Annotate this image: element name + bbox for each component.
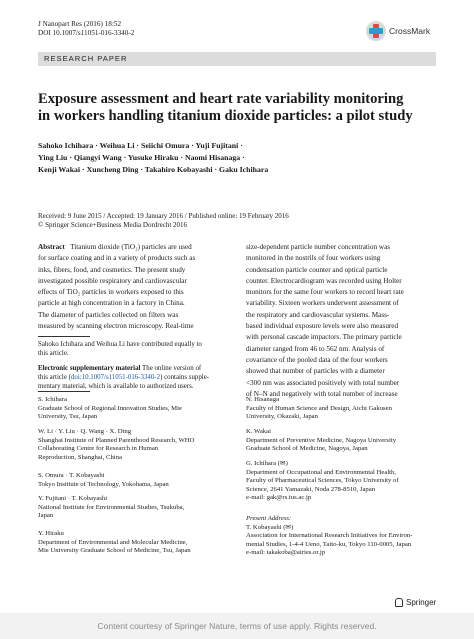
doi-link[interactable]: doi:10.1007/s11051-016-3340-2 xyxy=(70,374,161,381)
note-line: Sahoko Ichihara and Weihua Li have contributed equally to xyxy=(38,341,202,348)
courtesy-footer xyxy=(0,613,474,639)
publisher-logo xyxy=(395,598,436,607)
affiliation-names: Y. Hiraku xyxy=(38,530,64,537)
doi-line: DOI 10.1007/s11051-016-3340-2 xyxy=(38,29,135,37)
abstract-line: measured by scanning electron microscopy. Real-time xyxy=(38,322,194,331)
author-line: Ying Liu · Qiangyi Wang · Yusuke Hiraku · Naomi Hisanaga · xyxy=(38,153,245,162)
abstract-line: covariance of the pooled data of the four workers xyxy=(246,355,388,364)
abstract-line xyxy=(38,242,230,253)
affiliation-block xyxy=(246,460,446,503)
abstract-line: of N–N and negatively with total number of increase xyxy=(246,389,398,398)
esm-line xyxy=(38,373,230,382)
title-line: Exposure assessment and heart rate variability monitoring xyxy=(38,91,404,107)
abstract-line: size-dependent particle number concentration was xyxy=(246,243,391,251)
abstract-line: particle at high concentration in a factory in China. xyxy=(38,299,185,308)
affiliation-line: Association for International Research Initiatives for Environ- xyxy=(246,532,413,539)
crossmark-button[interactable] xyxy=(366,21,430,41)
affiliation-block xyxy=(38,530,238,556)
affiliation-line: Shanghai Institute of Planned Parenthood Research, WHO xyxy=(38,436,195,444)
affiliation-line: Collaborating Centre for Research in Human xyxy=(38,445,159,452)
affiliation-block xyxy=(246,428,446,454)
abstract-line: counter. Electrocardiogram was recorded using Holter xyxy=(246,276,402,285)
affiliation-line: University, Okazaki, Japan xyxy=(246,413,318,420)
abstract-line: <300 nm was associated positively with total number xyxy=(246,378,400,387)
affiliation-names: S. Ichihara xyxy=(38,396,67,403)
publisher-name: Springer xyxy=(406,598,437,607)
abstract-line: for surface coating and in a variety of products such as xyxy=(38,254,196,263)
affiliation-line: Department of Preventive Medicine, Nagoya University xyxy=(246,436,397,444)
crossmark-label: CrossMark xyxy=(389,26,431,36)
esm-line xyxy=(38,364,230,373)
affiliation-names: Y. Fujitani · T. Kobayashi xyxy=(38,495,108,502)
abstract-line: based individual exposure levels were also measured xyxy=(246,322,399,331)
affiliation-line: Graduate School of Regional Innovation Studies, Mie xyxy=(38,404,182,412)
abstract-line: showed that number of particles with a diameter xyxy=(246,367,385,376)
author-line: Sahoko Ichihara · Weihua Li · Seiichi Omura · Yuji Fujitani · xyxy=(38,141,243,150)
affiliation-line: University, Tsu, Japan xyxy=(38,413,98,420)
affiliation-names: G. Ichihara (✉) xyxy=(246,460,288,467)
present-address-block xyxy=(246,515,446,558)
affiliation-line: Faculty of Human Science and Design, Aichi Gakusen xyxy=(246,404,392,412)
affiliation-block xyxy=(38,495,238,521)
affiliation-line: Tokyo Institute of Technology, Yokohama, Japan xyxy=(38,480,169,488)
esm-text: The online version of xyxy=(140,365,202,372)
abstract-text: Titanium dioxide (TiO₂) particles are used xyxy=(70,243,192,251)
footnote-divider xyxy=(38,336,90,337)
affiliation-names: N. Hisanaga xyxy=(246,396,280,403)
affiliation-line: Reproduction, Shanghai, China xyxy=(38,453,122,461)
affiliation-names: S. Omura · T. Kobayashi xyxy=(38,472,105,479)
journal-issue: J Nanopart Res (2016) 18:52 xyxy=(38,20,122,28)
abstract-line: The diameter of particles collected on filters was xyxy=(38,310,179,319)
present-address-label: Present Address: xyxy=(246,515,292,522)
abstract-line: monitored in the nostrils of four workers using xyxy=(246,254,381,263)
esm-line: mentary material, which is available to authorized users. xyxy=(38,383,194,390)
author-list xyxy=(38,140,438,176)
crossmark-icon xyxy=(366,21,386,41)
affiliation-line: mental Studies, 1-4-4 Ueno, Taito-ku, Tokyo 110-0005, Japan xyxy=(246,540,412,548)
history-dates: Received: 9 June 2015 / Accepted: 19 January 2016 / Published online: 19 February 2016 xyxy=(38,212,289,220)
esm-text: ) contains supple- xyxy=(160,374,210,381)
section-banner xyxy=(38,52,436,66)
esm-label: Electronic supplementary material xyxy=(38,365,141,372)
copyright-line: © Springer Science+Business Media Dordrecht 2016 xyxy=(38,221,188,229)
abstract-line: effects of TiO₂ particles in workers exposed to this xyxy=(38,288,184,297)
author-line: Kenji Wakai · Xuncheng Ding · Takahiro Kobayashi · Gaku Ichihara xyxy=(38,165,269,174)
affiliation-line: National Institute for Environmental Studies, Tsukuba, xyxy=(38,503,185,511)
affiliation-names: K. Wakai xyxy=(246,428,271,435)
abstract-line: condensation particle counter and optical particle xyxy=(246,265,388,274)
affiliation-line: Graduate School of Medicine, Nagoya, Japan xyxy=(246,445,368,452)
affiliation-line: Department of Environmental and Molecular Medicine, xyxy=(38,538,188,546)
title-line: in workers handling titanium dioxide particles: a pilot study xyxy=(38,108,413,124)
abstract-line: investigated possible respiratory and cardiovascular xyxy=(38,276,187,285)
affiliation-line: Department of Occupational and Environmental Health, xyxy=(246,468,397,476)
publication-dates xyxy=(38,212,289,230)
affiliation-names: W. Li · Y. Liu · Q. Wang · X. Ding xyxy=(38,428,132,435)
abstract-label: Abstract xyxy=(38,243,65,251)
equal-contribution-note xyxy=(38,340,230,358)
abstract-line: monitors for the same four workers to record heart rate xyxy=(246,288,404,297)
article-title xyxy=(38,91,438,125)
email-link[interactable]: e-mail: gak@rs.tus.ac.jp xyxy=(246,494,312,501)
affiliation-line: Faculty of Pharmaceutical Sciences, Tokyo University of xyxy=(246,477,399,484)
affiliation-block xyxy=(38,428,238,462)
affiliation-block xyxy=(38,472,238,489)
section-label: RESEARCH PAPER xyxy=(44,54,128,63)
note-line: this article. xyxy=(38,350,69,357)
affiliation-names: T. Kobayashi (✉) xyxy=(246,523,294,531)
footer-text: Content courtesy of Springer Nature, terms of use apply. Rights reserved. xyxy=(97,621,377,631)
abstract-line: with personal cascade impactors. The primary particle xyxy=(246,333,402,342)
affiliation-block xyxy=(38,396,238,422)
abstract-line: diameter ranged from 46 to 562 nm. Analysis of xyxy=(246,344,385,353)
abstract-line: inks, fibers, food, and cosmetics. The present study xyxy=(38,265,186,274)
affiliation-line: Mie University Graduate School of Medicine, Tsu, Japan xyxy=(38,547,191,554)
abstract-left-column xyxy=(38,242,230,332)
affiliation-block xyxy=(246,396,446,422)
email-link[interactable]: e-mail: takakoba@airies.or.jp xyxy=(246,549,326,556)
abstract-line: variability. Sixteen workers underwent assessment of xyxy=(246,299,399,308)
affiliation-divider xyxy=(38,391,90,392)
affiliation-line: Science, 2641 Yamazaki, Noda 278-8510, Japan xyxy=(246,485,376,493)
springer-horse-icon xyxy=(395,598,403,607)
affiliation-line: Japan xyxy=(38,512,54,519)
esm-note xyxy=(38,364,230,391)
abstract-line: the respiratory and cardiovascular systems. Mass- xyxy=(246,310,390,319)
journal-citation xyxy=(38,20,134,38)
esm-text: this article ( xyxy=(38,374,71,381)
abstract-right-column xyxy=(246,242,438,400)
